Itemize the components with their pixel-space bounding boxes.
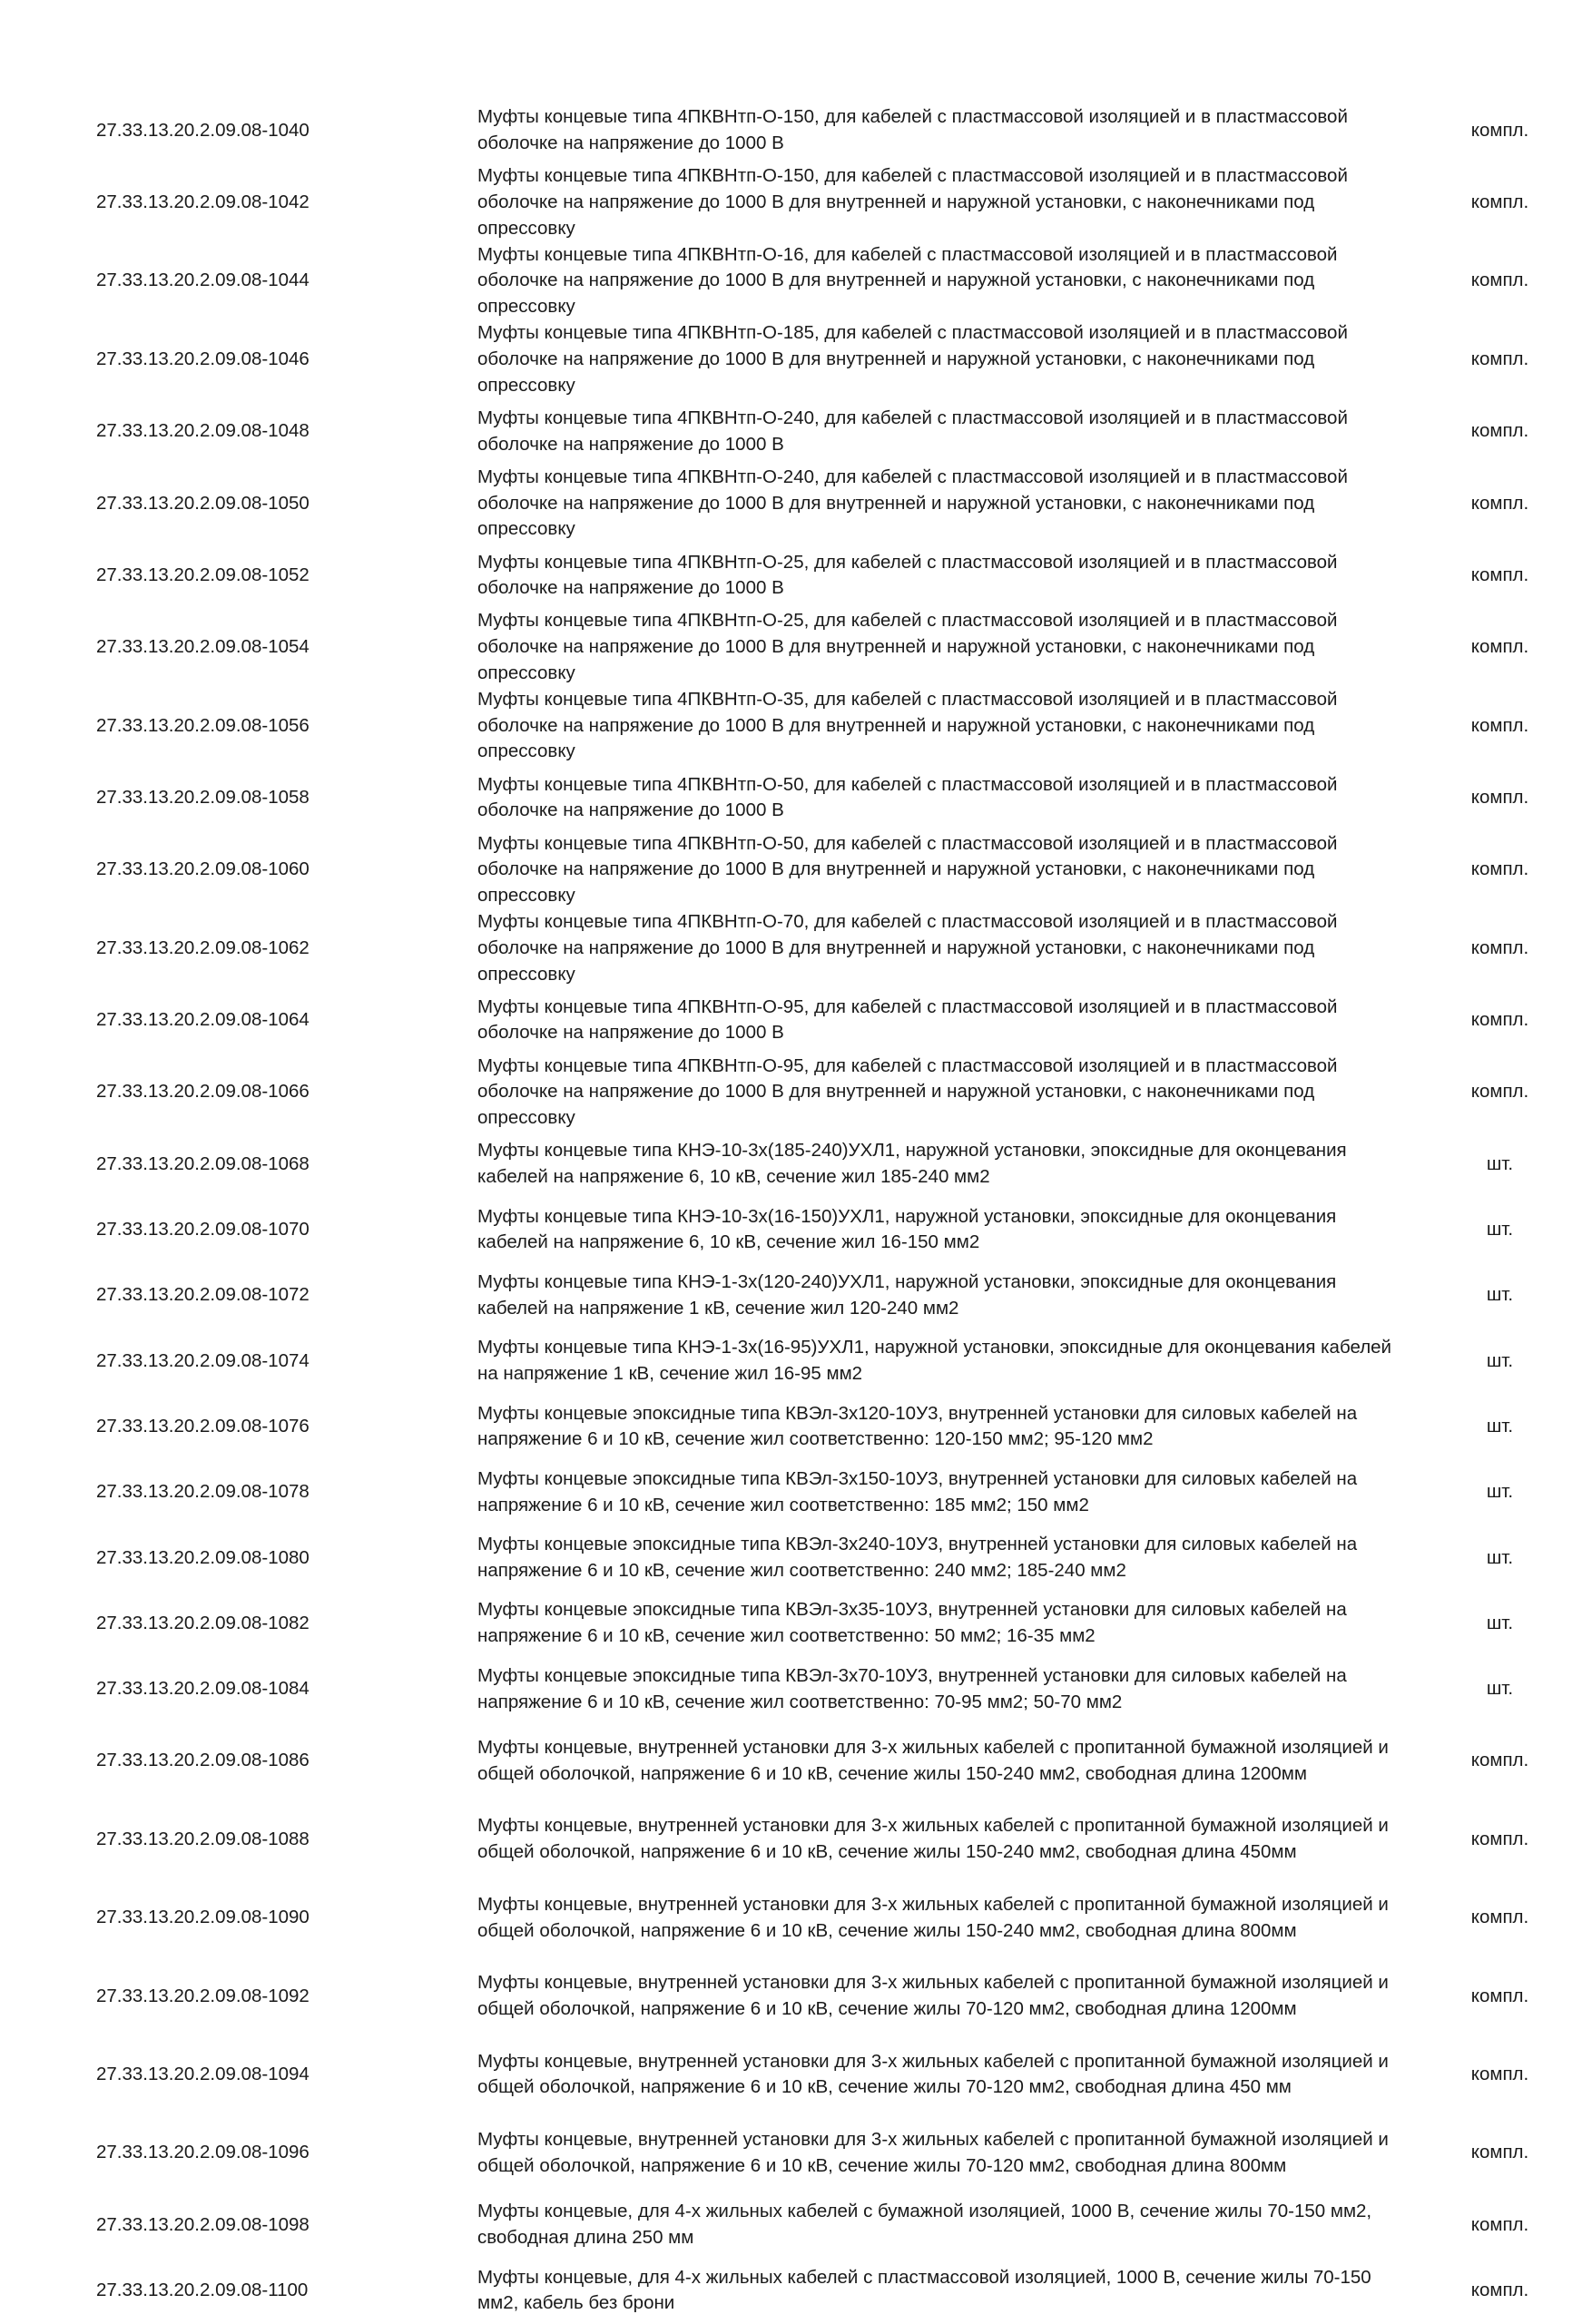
table-row <box>0 2258 1592 2323</box>
table-row <box>0 98 1592 163</box>
item-description: Муфты концевые типа КНЭ-10-3х(16-150)УХЛ1, наружной установки, эпоксидные для оконцевания кабелей на напряжение 6, 10 кВ, сечение жил 16-150 мм2 <box>477 1205 1337 1253</box>
table-row <box>0 1394 1592 1459</box>
item-code: 27.33.13.20.2.09.08-1066 <box>96 1081 310 1103</box>
item-unit: компл. <box>1470 858 1529 880</box>
item-code: 27.33.13.20.2.09.08-1074 <box>96 1349 310 1371</box>
item-code: 27.33.13.20.2.09.08-1084 <box>96 1678 310 1700</box>
item-unit: компл. <box>1470 786 1529 808</box>
table-row <box>0 1591 1592 1656</box>
item-code: 27.33.13.20.2.09.08-1048 <box>96 420 310 442</box>
item-description: Муфты концевые эпоксидные типа КВЭл-3х150-10У3, внутренней установки для силовых кабелей на напряжение 6 и 10 кВ, сечение жил соответственно: 185 мм2; 150 мм2 <box>477 1467 1358 1515</box>
item-unit: компл. <box>1470 492 1529 514</box>
item-unit: компл. <box>1470 1828 1529 1849</box>
item-unit: компл. <box>1470 636 1529 658</box>
table-row <box>0 608 1592 686</box>
item-code: 27.33.13.20.2.09.08-1062 <box>96 936 310 958</box>
item-unit: шт. <box>1486 1678 1514 1700</box>
item-unit: компл. <box>1470 2142 1529 2163</box>
item-code: 27.33.13.20.2.09.08-1078 <box>96 1481 310 1503</box>
item-description: Муфты концевые эпоксидные типа КВЭл-3х240-10У3, внутренней установки для силовых кабелей на напряжение 6 и 10 кВ, сечение жил соответственно: 240 мм2; 185-240 мм2 <box>477 1534 1358 1581</box>
table-row <box>0 543 1592 608</box>
table-row <box>0 1329 1592 1394</box>
table-row <box>0 465 1592 543</box>
item-code: 27.33.13.20.2.09.08-1094 <box>96 2064 310 2085</box>
item-description: Муфты концевые, внутренней установки для 3-х жильных кабелей с пропитанной бумажной изоляцией и общей оболочкой, напряжение 6 и 10 кВ, сечение жилы 70-120 мм2, свободная длина 450 мм <box>477 2050 1389 2098</box>
item-unit: шт. <box>1486 1219 1514 1240</box>
item-unit: компл. <box>1470 1009 1529 1031</box>
table-row <box>0 1800 1592 1878</box>
item-description: Муфты концевые, внутренней установки для 3-х жильных кабелей с пропитанной бумажной изоляцией и общей оболочкой, напряжение 6 и 10 кВ, сечение жилы 70-120 мм2, свободная длина 1200мм <box>477 1972 1389 2020</box>
table-row <box>0 1722 1592 1800</box>
item-code: 27.33.13.20.2.09.08-1068 <box>96 1152 310 1174</box>
item-description: Муфты концевые типа 4ПКВНтп-О-25, для кабелей с пластмассовой изоляцией и в пластмассовой оболочке на напряжение до 1000 В для внутренней и наружной установки, с наконечниками под опрессовку <box>477 610 1338 684</box>
table-row <box>0 163 1592 241</box>
item-description: Муфты концевые типа 4ПКВНтп-О-240, для кабелей с пластмассовой изоляцией и в пластмассовой оболочке на напряжение до 1000 В для внутренней и наружной установки, с наконечниками под опрессовку <box>477 466 1348 540</box>
item-description: Муфты концевые типа 4ПКВНтп-О-50, для кабелей с пластмассовой изоляцией и в пластмассовой оболочке на напряжение до 1000 В для внутренней и наружной установки, с наконечниками под опрессовку <box>477 832 1338 907</box>
item-unit: компл. <box>1470 270 1529 291</box>
item-code: 27.33.13.20.2.09.08-1088 <box>96 1828 310 1849</box>
item-unit: шт. <box>1486 1546 1514 1568</box>
table-row <box>0 1132 1592 1197</box>
item-code: 27.33.13.20.2.09.08-1042 <box>96 191 310 213</box>
item-code: 27.33.13.20.2.09.08-1070 <box>96 1219 310 1240</box>
item-description: Муфты концевые эпоксидные типа КВЭл-3х70-10У3, внутренней установки для силовых кабелей на напряжение 6 и 10 кВ, сечение жил соответственно: 70-95 мм2; 50-70 мм2 <box>477 1664 1347 1712</box>
item-unit: шт. <box>1486 1284 1514 1306</box>
item-description: Муфты концевые типа КНЭ-10-3х(185-240)УХЛ1, наружной установки, эпоксидные для оконцевания кабелей на напряжение 6, 10 кВ, сечение жил 185-240 мм2 <box>477 1140 1347 1188</box>
item-description: Муфты концевые типа КНЭ-1-3х(16-95)УХЛ1, наружной установки, эпоксидные для оконцевания кабелей на напряжение 1 кВ, сечение жил 16-95 мм2 <box>477 1337 1392 1385</box>
item-code: 27.33.13.20.2.09.08-1044 <box>96 270 310 291</box>
item-unit: компл. <box>1470 119 1529 141</box>
table-row <box>0 1197 1592 1262</box>
table-row <box>0 398 1592 464</box>
item-code: 27.33.13.20.2.09.08-1060 <box>96 858 310 880</box>
table-row <box>0 2192 1592 2258</box>
item-unit: компл. <box>1470 1985 1529 2006</box>
item-unit: шт. <box>1486 1481 1514 1503</box>
item-code: 27.33.13.20.2.09.08-1092 <box>96 1985 310 2006</box>
item-description: Муфты концевые, для 4-х жильных кабелей с бумажной изоляцией, 1000 В, сечение жилы 70-150 мм2, свободная длина 250 мм <box>477 2201 1372 2249</box>
item-description: Муфты концевые типа 4ПКВНтп-О-25, для кабелей с пластмассовой изоляцией и в пластмассовой оболочке на напряжение до 1000 В <box>477 551 1338 599</box>
item-unit: шт. <box>1486 1415 1514 1437</box>
item-code: 27.33.13.20.2.09.08-1040 <box>96 119 310 141</box>
item-unit: компл. <box>1470 1081 1529 1103</box>
item-unit: компл. <box>1470 564 1529 585</box>
table-row <box>0 1656 1592 1721</box>
item-unit: компл. <box>1470 420 1529 442</box>
item-code: 27.33.13.20.2.09.08-1050 <box>96 492 310 514</box>
item-description: Муфты концевые типа 4ПКВНтп-О-185, для кабелей с пластмассовой изоляцией и в пластмассовой оболочке на напряжение до 1000 В для внутренней и наружной установки, с наконечниками под опрессовку <box>477 322 1348 396</box>
item-code: 27.33.13.20.2.09.08-1072 <box>96 1284 310 1306</box>
item-unit: компл. <box>1470 936 1529 958</box>
item-unit: компл. <box>1470 1907 1529 1928</box>
item-description: Муфты концевые типа 4ПКВНтп-О-50, для кабелей с пластмассовой изоляцией и в пластмассовой оболочке на напряжение до 1000 В <box>477 773 1338 821</box>
table-row <box>0 1878 1592 1956</box>
item-description: Муфты концевые, внутренней установки для 3-х жильных кабелей с пропитанной бумажной изоляцией и общей оболочкой, напряжение 6 и 10 кВ, сечение жилы 70-120 мм2, свободная длина 800мм <box>477 2129 1389 2176</box>
table-row <box>0 1263 1592 1329</box>
item-unit: компл. <box>1470 348 1529 369</box>
item-description: Муфты концевые, внутренней установки для 3-х жильных кабелей с пропитанной бумажной изоляцией и общей оболочкой, напряжение 6 и 10 кВ, сечение жилы 150-240 мм2, свободная длина 800мм <box>477 1893 1389 1941</box>
item-code: 27.33.13.20.2.09.08-1090 <box>96 1907 310 1928</box>
item-unit: компл. <box>1470 2280 1529 2301</box>
item-code: 27.33.13.20.2.09.08-1058 <box>96 786 310 808</box>
table-row <box>0 1459 1592 1525</box>
table-row <box>0 1054 1592 1132</box>
table-row <box>0 765 1592 830</box>
item-unit: компл. <box>1470 2064 1529 2085</box>
item-code: 27.33.13.20.2.09.08-1096 <box>96 2142 310 2163</box>
table-row <box>0 320 1592 398</box>
item-code: 27.33.13.20.2.09.08-1046 <box>96 348 310 369</box>
item-description: Муфты концевые типа 4ПКВНтп-О-70, для кабелей с пластмассовой изоляцией и в пластмассовой оболочке на напряжение до 1000 В для внутренней и наружной установки, с наконечниками под опрессовку <box>477 910 1338 985</box>
item-description: Муфты концевые типа 4ПКВНтп-О-16, для кабелей с пластмассовой изоляцией и в пластмассовой оболочке на напряжение до 1000 В для внутренней и наружной установки, с наконечниками под опрессовку <box>477 243 1338 318</box>
item-code: 27.33.13.20.2.09.08-1098 <box>96 2213 310 2235</box>
table-row <box>0 687 1592 765</box>
item-description: Муфты концевые эпоксидные типа КВЭл-3х35-10У3, внутренней установки для силовых кабелей на напряжение 6 и 10 кВ, сечение жил соответственно: 50 мм2; 16-35 мм2 <box>477 1599 1347 1647</box>
item-description: Муфты концевые типа 4ПКВНтп-О-240, для кабелей с пластмассовой изоляцией и в пластмассовой оболочке на напряжение до 1000 В <box>477 407 1348 455</box>
item-description: Муфты концевые типа 4ПКВНтп-О-150, для кабелей с пластмассовой изоляцией и в пластмассовой оболочке на напряжение до 1000 В <box>477 106 1348 154</box>
table-row <box>0 831 1592 909</box>
item-description: Муфты концевые типа 4ПКВНтп-О-95, для кабелей с пластмассовой изоляцией и в пластмассовой оболочке на напряжение до 1000 В <box>477 995 1338 1044</box>
item-unit: компл. <box>1470 2213 1529 2235</box>
item-description: Муфты концевые типа 4ПКВНтп-О-35, для кабелей с пластмассовой изоляцией и в пластмассовой оболочке на напряжение до 1000 В для внутренней и наружной установки, с наконечниками под опрессовку <box>477 688 1338 762</box>
table-row <box>0 1957 1592 2035</box>
item-code: 27.33.13.20.2.09.08-1080 <box>96 1546 310 1568</box>
item-description: Муфты концевые, для 4-х жильных кабелей с пластмассовой изоляцией, 1000 В, сечение жилы 70-150 мм2, кабель без брони <box>477 2266 1371 2314</box>
price-list-document <box>0 98 1592 2324</box>
item-description: Муфты концевые, внутренней установки для 3-х жильных кабелей с пропитанной бумажной изоляцией и общей оболочкой, напряжение 6 и 10 кВ, сечение жилы 150-240 мм2, свободная длина 450мм <box>477 1815 1389 1863</box>
item-code: 27.33.13.20.2.09.08-1086 <box>96 1750 310 1771</box>
item-code: 27.33.13.20.2.09.08-1056 <box>96 714 310 736</box>
item-unit: компл. <box>1470 714 1529 736</box>
item-code: 27.33.13.20.2.09.08-1064 <box>96 1009 310 1031</box>
item-unit: шт. <box>1486 1349 1514 1371</box>
item-unit: компл. <box>1470 1750 1529 1771</box>
item-code: 27.33.13.20.2.09.08-1054 <box>96 636 310 658</box>
item-code: 27.33.13.20.2.09.08-1076 <box>96 1415 310 1437</box>
table-row <box>0 2035 1592 2113</box>
item-code: 27.33.13.20.2.09.08-1052 <box>96 564 310 585</box>
item-description: Муфты концевые типа 4ПКВНтп-О-150, для кабелей с пластмассовой изоляцией и в пластмассовой оболочке на напряжение до 1000 В для внутренней и наружной установки, с наконечниками под опрессовку <box>477 165 1348 239</box>
item-description: Муфты концевые типа КНЭ-1-3х(120-240)УХЛ1, наружной установки, эпоксидные для оконцевания кабелей на напряжение 1 кВ, сечение жил 120-240 мм2 <box>477 1270 1337 1319</box>
item-description: Муфты концевые эпоксидные типа КВЭл-3х120-10У3, внутренней установки для силовых кабелей на напряжение 6 и 10 кВ, сечение жил соответственно: 120-150 мм2; 95-120 мм2 <box>477 1402 1358 1450</box>
item-description: Муфты концевые, внутренней установки для 3-х жильных кабелей с пропитанной бумажной изоляцией и общей оболочкой, напряжение 6 и 10 кВ, сечение жилы 150-240 мм2, свободная длина 1200мм <box>477 1737 1389 1784</box>
table-row <box>0 2114 1592 2192</box>
item-description: Муфты концевые типа 4ПКВНтп-О-95, для кабелей с пластмассовой изоляцией и в пластмассовой оболочке на напряжение до 1000 В для внутренней и наружной установки, с наконечниками под опрессовку <box>477 1054 1338 1129</box>
item-code: 27.33.13.20.2.09.08-1082 <box>96 1612 310 1633</box>
table-row <box>0 242 1592 320</box>
item-code: 27.33.13.20.2.09.08-1100 <box>96 2280 309 2301</box>
table-row <box>0 909 1592 987</box>
table-row <box>0 1525 1592 1591</box>
table-row <box>0 987 1592 1053</box>
item-unit: шт. <box>1486 1612 1514 1633</box>
item-unit: компл. <box>1470 191 1529 213</box>
item-unit: шт. <box>1486 1152 1514 1174</box>
